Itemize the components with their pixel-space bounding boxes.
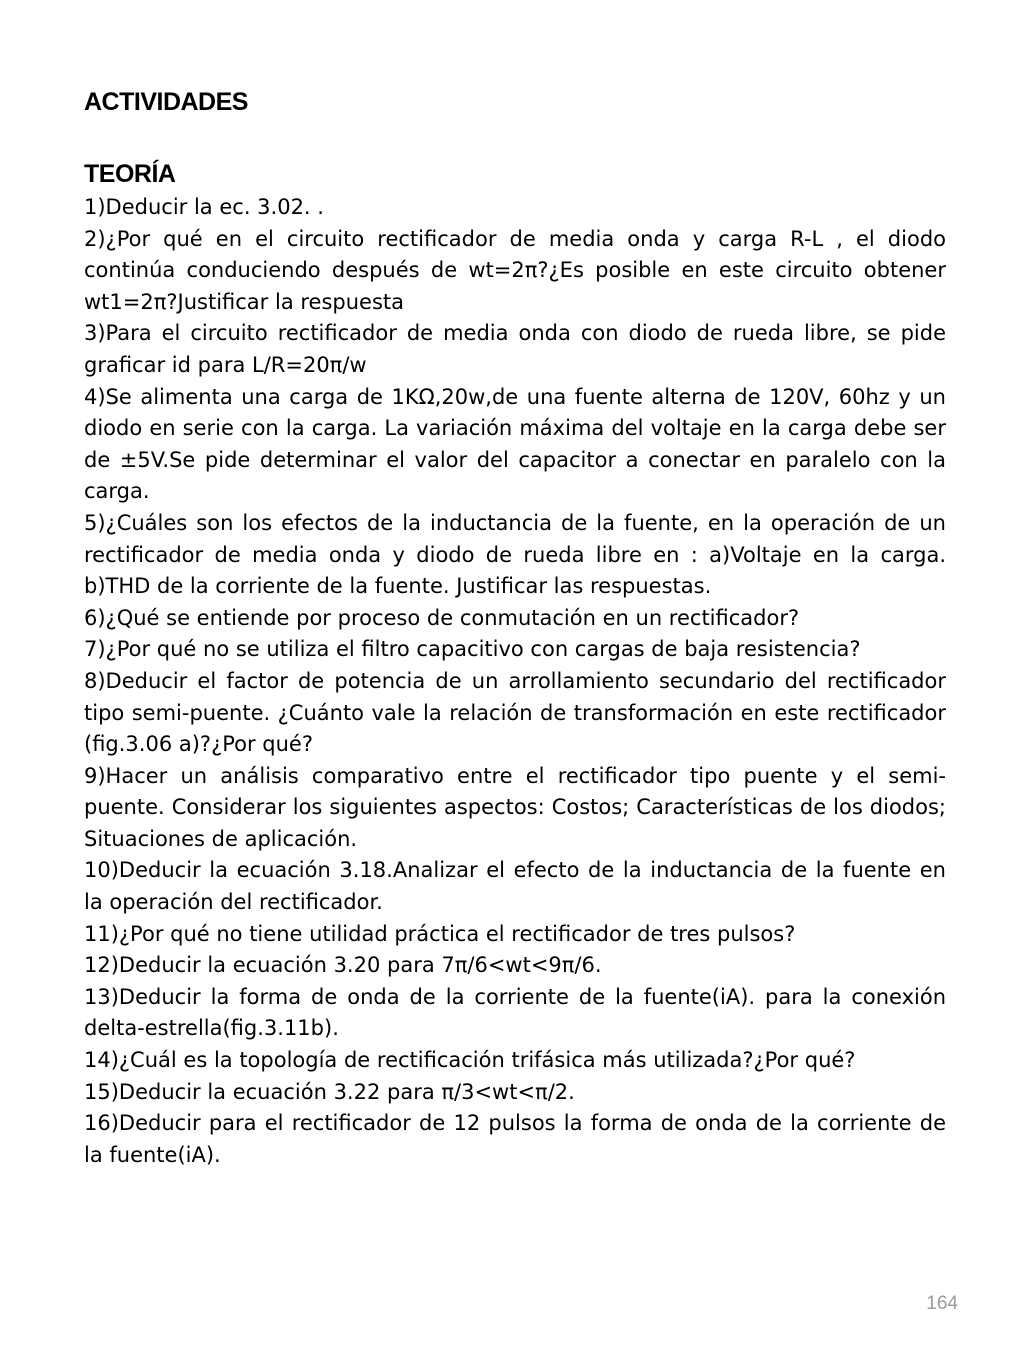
activity-item: 7)¿Por qué no se utiliza el filtro capacitivo con cargas de baja resistencia? (84, 637, 861, 662)
activity-item: 11)¿Por qué no tiene utilidad práctica el rectificador de tres pulsos? (84, 921, 796, 946)
activity-item: 8)Deducir el factor de potencia de un arrollamiento secundario del rectificador tipo semi-puente. ¿Cuánto vale la relación de transformación en este rectificador (fig.3.06 a)?¿Por qué? (84, 668, 946, 757)
activity-item: 1)Deducir la ec. 3.02. . (84, 195, 324, 219)
activity-item: 12)Deducir la ecuación 3.20 para 7π/6<wt<9π/6. (84, 953, 602, 978)
activity-item: 2)¿Por qué en el circuito rectificador de media onda y carga R-L , el diodo continúa conduciendo después de wt=2π?¿Es posible en este circuito obtener wt1=2π?Justificar la respuesta (84, 226, 946, 314)
activity-item: 9)Hacer un análisis comparativo entre el rectificador tipo puente y el semi-puente. Considerar los siguientes aspectos: Costos; Características de los diodos; Situaciones de aplicación. (84, 763, 946, 851)
activity-item: 6)¿Qué se entiende por proceso de conmutación en un rectificador? (84, 605, 800, 630)
activity-item: 10)Deducir la ecuación 3.18.Analizar el efecto de la inductancia de la fuente en la operación del rectificador. (84, 858, 946, 915)
activity-item: 14)¿Cuál es la topología de rectificación trifásica más utilizada?¿Por qué? (84, 1048, 856, 1073)
activity-item: 16)Deducir para el rectificador de 12 pulsos la forma de onda de la corriente de la fuente(iA). (84, 1111, 946, 1167)
activity-item: 4)Se alimenta una carga de 1KΩ,20w,de una fuente alterna de 120V, 60hz y un diodo en serie con la carga. La variación máxima del voltaje en la carga debe ser de ±5V.Se pide determinar el valor del capacitor a conectar en paralelo con la carga. (84, 384, 946, 504)
page-number: 164 (926, 1293, 958, 1314)
activity-item: 15)Deducir la ecuación 3.22 para π/3<wt<π/2. (84, 1079, 575, 1104)
activity-list (84, 192, 946, 1171)
activity-item: 3)Para el circuito rectificador de media onda con diodo de rueda libre, se pide graficar id para L/R=20π/w (84, 321, 946, 377)
page-title: ACTIVIDADES (84, 88, 248, 116)
activity-item: 5)¿Cuáles son los efectos de la inductancia de la fuente, en la operación de un rectificador de media onda y diodo de rueda libre en : a)Voltaje en la carga. b)THD de la corriente de la fuente. Justificar las respuestas. (84, 510, 946, 599)
document-page (84, 84, 946, 1171)
activity-item: 13)Deducir la forma de onda de la corriente de la fuente(iA). para la conexión delta-estrella(fig.3.11b). (84, 984, 946, 1041)
section-heading: TEORÍA (84, 160, 176, 188)
